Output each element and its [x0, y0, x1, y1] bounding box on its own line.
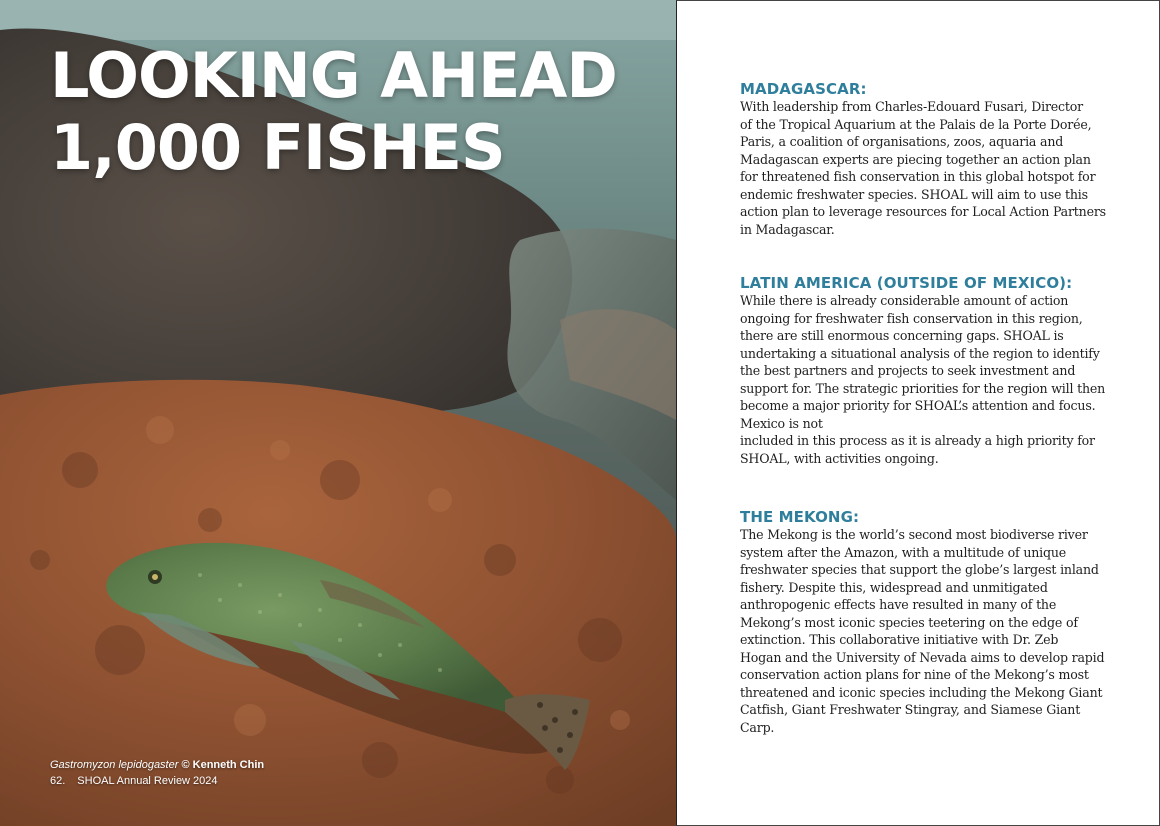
- section-body: [740, 98, 1106, 238]
- body-line: fishery. Despite this, widespread and unmitigated: [740, 579, 1048, 595]
- body-line: for threatened fish conservation in this global hotspot for: [740, 169, 1096, 184]
- section-heading: LATIN AMERICA (OUTSIDE OF MEXICO):: [740, 274, 1073, 292]
- body-line: system after the Amazon, with a multitude of unique: [740, 544, 1066, 560]
- section-body: [740, 292, 1106, 467]
- caption-species: Gastromyzon lepidogaster: [50, 759, 179, 771]
- page-footer: [50, 775, 218, 787]
- body-line: undertaking a situational analysis of the region to identify: [740, 345, 1100, 361]
- body-line: Hogan and the University of Nevada aims to develop rapid: [740, 649, 1105, 665]
- caption-credit: © Kenneth Chin: [181, 759, 265, 771]
- title-line-1: LOOKING AHEAD: [50, 39, 617, 112]
- body-line: anthropogenic effects have resulted in many of the: [740, 597, 1057, 612]
- body-line: SHOAL, with activities ongoing.: [740, 450, 939, 466]
- page-title: [50, 40, 617, 184]
- section-body: [740, 526, 1105, 736]
- body-line: threatened and iconic species including the Mekong Giant: [740, 684, 1103, 700]
- section-heading: THE MEKONG:: [740, 508, 860, 526]
- body-line: Paris, a coalition of organisations, zoos, aquaria and: [740, 134, 1064, 149]
- page-number: 62.: [50, 775, 66, 787]
- section-latin-america: [740, 274, 1106, 467]
- body-line: of the Tropical Aquarium at the Palais de la Porte Dorée,: [740, 116, 1092, 132]
- body-line: become a major priority for SHOAL’s attention and focus.: [740, 398, 1096, 413]
- body-line: there are still enormous concerning gaps. SHOAL is: [740, 328, 1064, 343]
- body-line: action plan to leverage resources for Local Action Partners: [740, 204, 1106, 219]
- body-line: While there is already considerable amount of action: [740, 293, 1069, 308]
- body-line: Madagascan experts are piecing together an action plan: [740, 151, 1091, 167]
- body-line: the best partners and projects to seek investment and: [740, 363, 1076, 378]
- body-line: The Mekong is the world’s second most biodiverse river: [740, 527, 1088, 542]
- body-line: extinction. This collaborative initiative with Dr. Zeb: [740, 632, 1059, 647]
- body-line: freshwater species that support the globe’s largest inland: [740, 562, 1099, 577]
- body-line: included in this process as it is already a high priority for: [740, 433, 1095, 448]
- body-line: Carp.: [740, 719, 775, 735]
- section-mekong: [740, 508, 1105, 736]
- section-heading: MADAGASCAR:: [740, 80, 867, 98]
- text-page: [676, 0, 1160, 826]
- body-line: ongoing for freshwater fish conservation in this region,: [740, 310, 1083, 326]
- body-line: Catfish, Giant Freshwater Stingray, and Siamese Giant: [740, 702, 1081, 717]
- publication-name: SHOAL Annual Review 2024: [77, 775, 218, 787]
- body-line: support for. The strategic priorities for the region will then: [740, 380, 1106, 396]
- body-line: Mekong’s most iconic species teetering on the edge of: [740, 614, 1078, 630]
- body-line: endemic freshwater species. SHOAL will aim to use this: [740, 186, 1088, 202]
- body-line: With leadership from Charles-Edouard Fusari, Director: [740, 99, 1083, 114]
- title-line-2: 1,000 FISHES: [50, 111, 505, 184]
- body-line: conservation action plans for nine of the Mekong’s most: [740, 667, 1089, 682]
- body-line: in Madagascar.: [740, 221, 835, 237]
- section-madagascar: [740, 80, 1106, 238]
- body-line: Mexico is not: [740, 415, 823, 431]
- photo-caption: [50, 759, 264, 771]
